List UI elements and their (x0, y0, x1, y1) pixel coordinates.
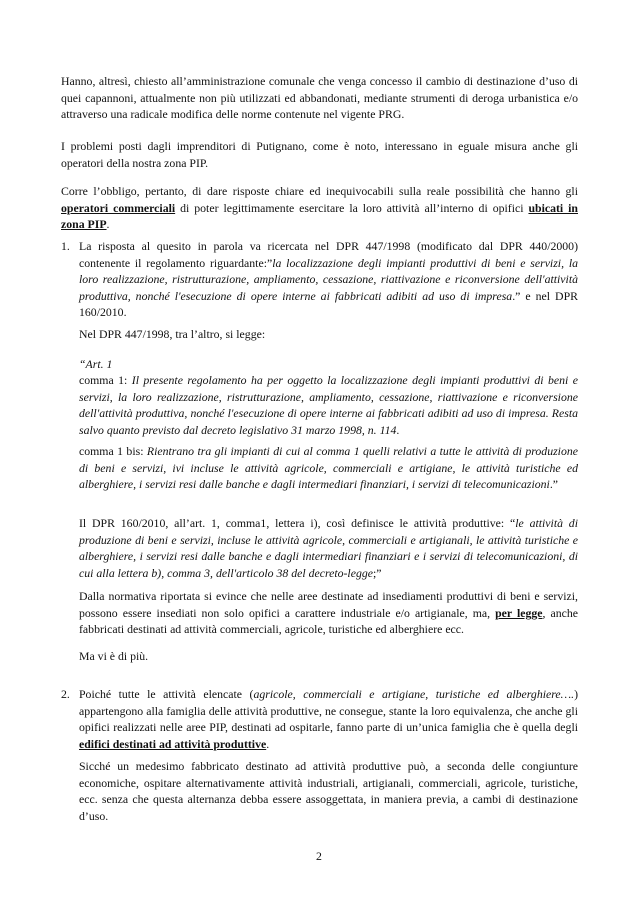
italic-quote: Il presente regolamento ha per oggetto la localizzazione degli impianti produttivi di beni e servizi, la loro realizzazione, ristrutturazione, ampliamento, cessazione, riattivazione e riconversione dell'attività produttiva, nonché l'esecuzione di opere interne ai fabbricati adibiti ad uso di impresa. Resta salvo quanto previsto dal decreto legislativo 31 marzo 1998, n. 114 (79, 373, 578, 437)
item1-art-heading (79, 356, 578, 373)
item1-normativa (79, 588, 578, 638)
text-span: ;” (372, 565, 382, 580)
list-number-1: 1. (61, 239, 70, 253)
text-span: . (396, 422, 400, 437)
item1-comma-1-bis (79, 443, 578, 493)
text-span: Il DPR 160/2010, all’art. 1, comma1, lettera i), così definisce le attività produttive: “ (79, 516, 516, 530)
page-number: 2 (316, 849, 322, 863)
emphasis-ubicati-zona-pip: ubicati in zona PIP (61, 200, 578, 232)
item2-sicche: Sicché un medesimo fabbricato destinato ad attività produttive può, a seconda delle congiunture economiche, ospitare alternativamente attività industriali, artigianali, commerciali, agricole, turistiche, ecc. senza che questa alternanza debba essere assoggettata, in maniera previa, a cambi di destinazione d’uso. (79, 759, 578, 823)
text-span: Dalla normativa riportata si evince che nelle aree destinate ad insediamenti produttivi di beni e servizi, possono essere insediati non solo opifici a carattere industriale e/o artigianale, ma, (79, 589, 578, 620)
comma-label: comma 1: (79, 373, 132, 387)
text-span: Poiché tutte le attività elencate ( (79, 687, 254, 701)
comma-label: comma 1 bis: (79, 444, 147, 458)
art-1-label: “Art. 1 (79, 357, 113, 371)
text-span: Corre l’obbligo, pertanto, di dare risposte chiare ed inequivocabili sulla reale possibilità che hanno gli (61, 184, 578, 198)
item2-paragraph (79, 686, 578, 752)
text-span: di poter legittimamente esercitare la loro attività all’interno di opifici (175, 200, 529, 215)
text-span: , anche fabbricati destinati ad attività commerciali, agricole, turistiche ed alberghiere ecc. (79, 605, 578, 637)
text-span: . (266, 736, 270, 751)
item1-nel-dpr: Nel DPR 447/1998, tra l’altro, si legge: (79, 327, 266, 341)
text-span: . (106, 217, 110, 232)
item1-comma-1 (79, 372, 578, 438)
italic-quote: Rientrano tra gli impianti di cui al comma 1 quelli relativi a tutte le attività di produzione di beni e servizi, ivi incluse le attività agricole, commerciali e artigiane, le attività turistiche ed alberghiere, i servizi resi dalle banche e dagli intermediari finanziari, i servizi di telecomunicazioni (79, 444, 578, 492)
emphasis-per-legge: per legge (495, 605, 543, 620)
italic-quote: agricole, commerciali e artigiane, turistiche ed alberghiere…. (253, 687, 575, 701)
paragraph-problemi-putignano: I problemi posti dagli imprenditori di Putignano, come è noto, interessano in eguale misura anche gli operatori della nostra zona PIP. (61, 139, 578, 170)
text-span: .” e nel DPR 160/2010. (79, 288, 578, 320)
text-span: .” (549, 477, 559, 492)
paragraph-cambio-destinazione: Hanno, altresì, chiesto all’amministrazione comunale che venga concesso il cambio di destinazione d’uso di quei capannoni, attualmente non più utilizzati ed abbandonati, mediante strumenti di deroga urbanistica e/o attraverso una radicale modifica delle norme contenute nel vigente PRG. (61, 74, 578, 122)
item1-dpr-160 (79, 515, 578, 581)
italic-quote: le attività di produzione di beni e servizi, incluse le attività agricole, commerciali e artigianali, le attività turistiche e alberghiere, i servizi resi dalle banche e dagli intermediari finanziari e i servizi di telecomunicazioni, di cui alla lettera b), comma 3, dell'articolo 38 del decreto-legge (79, 516, 578, 580)
text-span: ) appartengono alla famiglia delle attività produttive, ne consegue, stante la loro equivalenza, che anche gli opifici realizzati nelle aree PIP, destinati ad ospitarle, fanno parte di un’unica famiglia che è quella degli (79, 687, 578, 735)
emphasis-edifici-produttivi: edifici destinati ad attività produttive (79, 736, 267, 751)
emphasis-operatori-commerciali: operatori commerciali (61, 200, 176, 215)
italic-quote: la localizzazione degli impianti produttivi di beni e servizi, la loro realizzazione, ristrutturazione, ampliamento, cessazione, riattivazione e riconversione dell'attività produttiva, nonché l'esecuzione di opere interne ai fabbricati adibiti ad uso di impresa (79, 255, 578, 303)
item1-paragraph-dpr-447 (79, 238, 578, 321)
paragraph-obbligo-risposte (61, 183, 578, 233)
text-span: La risposta al quesito in parola va ricercata nel DPR 447/1998 (modificato dal DPR 440/2000) contenente il regolamento riguardante:” (79, 239, 578, 270)
list-number-2: 2. (61, 687, 70, 701)
item1-ma-vi-e: Ma vi è di più. (79, 649, 149, 663)
